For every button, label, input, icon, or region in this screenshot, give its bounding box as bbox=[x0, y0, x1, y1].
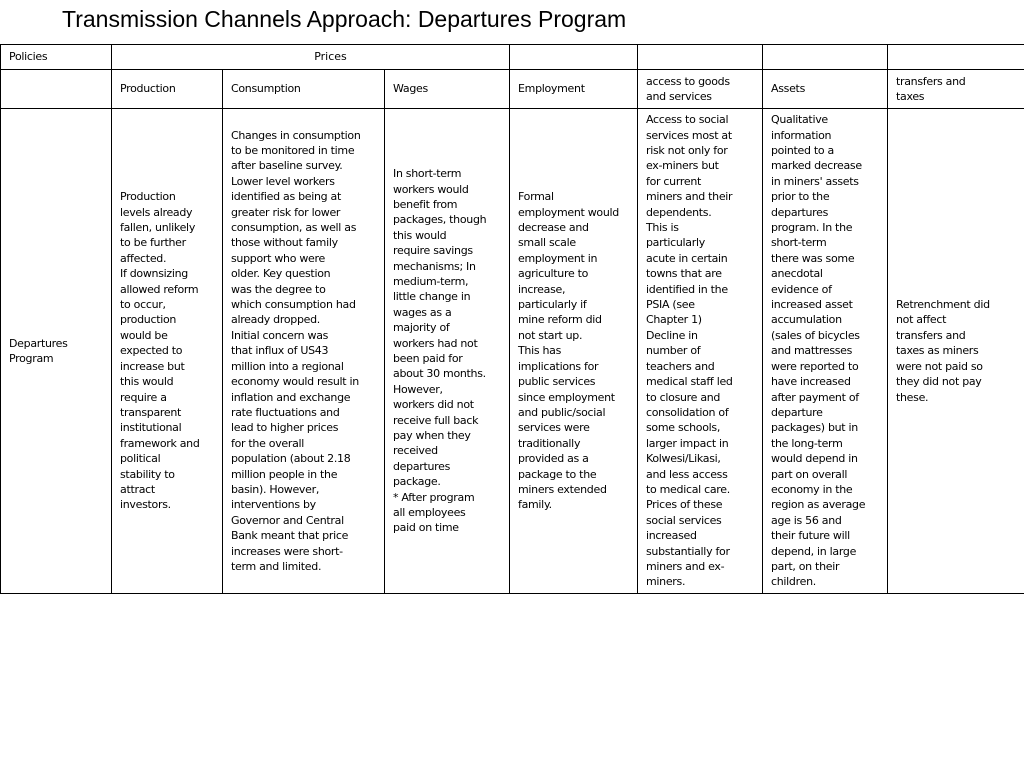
header-policies-label: Policies bbox=[9, 50, 48, 64]
policy-name: Departures Program bbox=[9, 336, 68, 365]
table-row bbox=[1, 109, 1024, 594]
header-prices-label: Prices bbox=[314, 50, 347, 64]
header-cell-prices bbox=[112, 45, 510, 70]
subheader-consumption-label: Consumption bbox=[231, 82, 301, 96]
employment-text: Formal employment would decrease and small scale employment in agriculture to increase, particularly if mine reform did not start up. This has implications for public services since employment and public/social services were traditionally provided as a package to the miners extended family. bbox=[518, 190, 619, 512]
subheader-transfers-label: transfers and taxes bbox=[896, 74, 966, 103]
body-cell-transfers bbox=[888, 109, 1024, 594]
header-cell-policies bbox=[1, 45, 112, 70]
subheader-cell-consumption bbox=[223, 70, 385, 109]
subheader-cell-empty bbox=[1, 70, 112, 109]
wages-text: In short-term workers would benefit from packages, though this would require savings mechanisms; In medium-term, little change in wages as a majority of workers had not been paid for about 30 months. However, workers did not receive full back pay when they received departures package. * After program all employees paid on time bbox=[393, 167, 487, 535]
table-header-row bbox=[1, 45, 1024, 70]
subheader-cell-employment bbox=[510, 70, 638, 109]
header-cell-empty bbox=[510, 45, 638, 70]
body-cell-consumption bbox=[223, 109, 385, 594]
subheader-employment-label: Employment bbox=[518, 82, 585, 96]
body-cell-assets bbox=[763, 109, 888, 594]
header-cell-empty bbox=[888, 45, 1024, 70]
table-subheader-row bbox=[1, 70, 1024, 109]
consumption-text: Changes in consumption to be monitored in time after baseline survey. Lower level workers identified as being at greater risk for lower consumption, as well as those without family support who were older. Key question was the degree to which consumption had already dropped. Initial concern was that influx of US43 million into a regional economy would result in inflation and exchange rate fluctuations and lead to higher prices for the overall population (about 2.18 million people in the basin). However, interventions by Governor and Central Bank meant that price increases were short- term and limited. bbox=[231, 128, 361, 573]
subheader-cell-wages bbox=[385, 70, 510, 109]
header-cell-empty bbox=[763, 45, 888, 70]
subheader-cell-access bbox=[638, 70, 763, 109]
transfers-text: Retrenchment did not affect transfers and taxes as miners were not paid so they did not pay these. bbox=[896, 298, 990, 404]
subheader-cell-production bbox=[112, 70, 223, 109]
subheader-access-label: access to goods and services bbox=[646, 74, 730, 103]
header-cell-empty bbox=[638, 45, 763, 70]
access-text: Access to social services most at risk not only for ex-miners but for current miners and their dependents. This is particularly acute in certain towns that are identified in the PSIA (see Chapter 1) Decline in number of teachers and medical staff led to closure and consolidation of some schools, larger impact in Kolwesi/Likasi, and less access to medical care. Prices of these social services increased substantially for miners and ex- miners. bbox=[646, 113, 733, 589]
page-title: Transmission Channels Approach: Departures Program bbox=[62, 6, 627, 32]
body-cell-production bbox=[112, 109, 223, 594]
body-cell-employment bbox=[510, 109, 638, 594]
transmission-channels-table bbox=[0, 44, 1024, 594]
body-cell-policy bbox=[1, 109, 112, 594]
body-cell-wages bbox=[385, 109, 510, 594]
assets-text: Qualitative information pointed to a marked decrease in miners' assets prior to the departures program. In the short-term there was some anecdotal evidence of increased asset accumulation (sales of bicycles and mattresses were reported to have increased after payment of departure packages) but in the long-term would depend in part on overall economy in the region as average age is 56 and their future will depend, in large part, on their children. bbox=[771, 113, 866, 589]
subheader-cell-assets bbox=[763, 70, 888, 109]
body-cell-access bbox=[638, 109, 763, 594]
subheader-wages-label: Wages bbox=[393, 82, 428, 96]
subheader-assets-label: Assets bbox=[771, 82, 805, 96]
subheader-cell-transfers bbox=[888, 70, 1024, 109]
subheader-production-label: Production bbox=[120, 82, 176, 96]
production-text: Production levels already fallen, unlikely to be further affected. If downsizing allowed reform to occur, production would be expected to increase but this would require a transparent institutional framework and political stability to attract investors. bbox=[120, 190, 200, 512]
